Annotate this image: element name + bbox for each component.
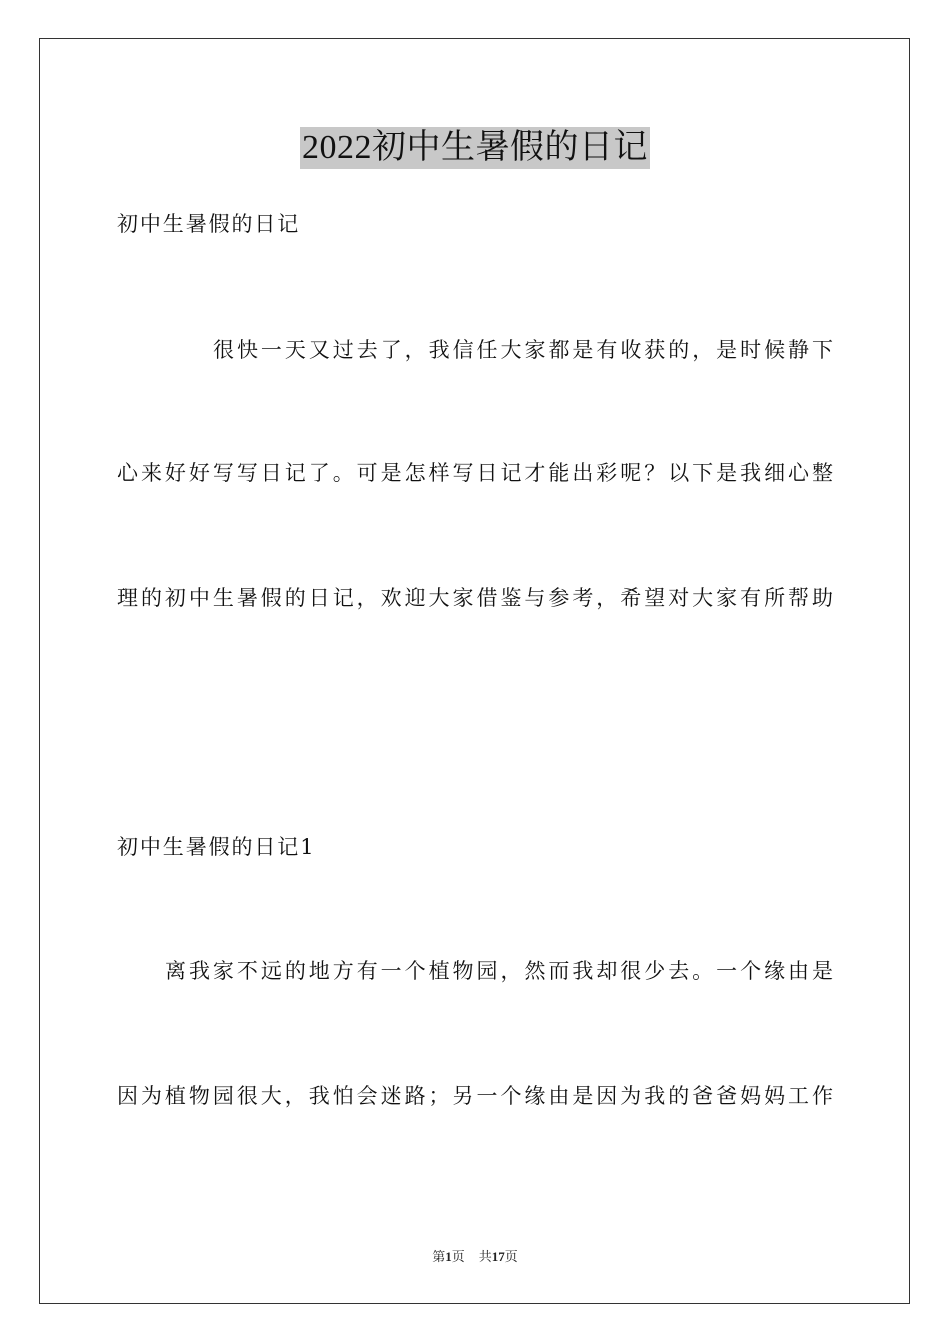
footer-total-prefix: 共 xyxy=(478,1250,492,1265)
intro-line-1: 很快一天又过去了，我信任大家都是有收获的，是时候静下 xyxy=(213,338,833,362)
document-title-wrapper xyxy=(0,127,950,171)
intro-line-3: 理的初中生暑假的日记，欢迎大家借鉴与参考，希望对大家有所帮助 xyxy=(117,586,833,610)
body-line-2: 因为植物园很大，我怕会迷路；另一个缘由是因为我的爸爸妈妈工作 xyxy=(117,1084,833,1108)
body-line-1: 离我家不远的地方有一个植物园，然而我却很少去。一个缘由是 xyxy=(165,959,833,983)
page-footer xyxy=(0,1248,950,1267)
document-subtitle: 初中生暑假的日记 xyxy=(117,212,301,236)
footer-page-prefix: 第 xyxy=(432,1250,446,1265)
footer-total-suffix: 页 xyxy=(504,1250,518,1265)
footer-page-number: 1 xyxy=(445,1249,452,1264)
section-heading: 初中生暑假的日记1 xyxy=(117,835,316,859)
document-title: 2022初中生暑假的日记 xyxy=(300,127,650,169)
intro-line-2: 心来好好写写日记了。可是怎样写日记才能出彩呢？以下是我细心整 xyxy=(117,461,833,485)
footer-page-suffix: 页 xyxy=(451,1250,465,1265)
footer-total-pages: 17 xyxy=(491,1249,505,1264)
